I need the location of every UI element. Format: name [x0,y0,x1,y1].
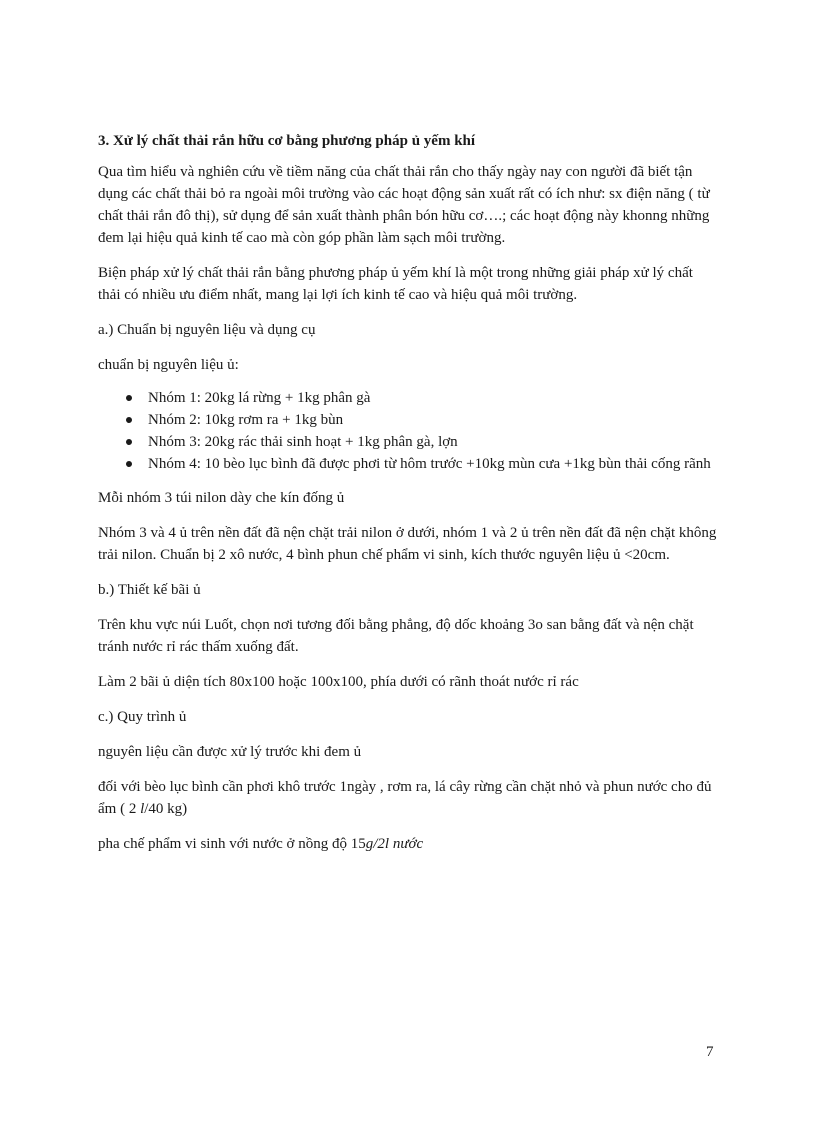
intro-paragraph: Qua tìm hiểu và nghiên cứu về tiềm năng của chất thải rắn cho thấy ngày nay con người đã biết tận dụng các chất thải bỏ ra ngoài môi trường vào các hoạt động sản xuất rất có ích như: sx điện năng ( từ chất thải rắn đô thị), sử dụng để sản xuất thành phân bón hữu cơ….; các hoạt động này khonng những đem lại hiệu quả kinh tế cao mà còn góp phần làm sạch môi trường. [98,164,710,246]
page-number: 7 [706,1044,714,1060]
prep-label: chuẩn bị nguyên liệu ủ: [98,357,239,373]
drying-text: đối với bèo lục bình cần phơi khô trước 1ngày , rơm ra, lá cây rừng cần chặt nhỏ và phun nước cho đủ ẩm ( 2 [98,779,712,817]
list-item: Nhóm 4: 10 bèo lục bình đã được phơi từ hôm trước +10kg mùn cưa +1kg bùn thải cống rãnh [148,453,718,475]
page-content [98,130,718,868]
mix-paragraph [98,833,718,855]
method-paragraph: Biện pháp xử lý chất thải rắn bằng phương pháp ủ yếm khí là một trong những giải pháp xử lý chất thải có nhiều ưu điểm nhất, mang lại lợi ích kinh tế cao và hiệu quả môi trường. [98,265,693,303]
bags-text: Mỗi nhóm 3 túi nilon dày che kín đống ủ [98,490,345,506]
area-text: Làm 2 bãi ủ diện tích 80x100 hoặc 100x100, phía dưới có rãnh thoát nước rỉ rác [98,674,579,690]
mix-concentration: g/2l nước [365,836,424,852]
list-item: Nhóm 3: 20kg rác thải sinh hoạt + 1kg phân gà, lợn [148,431,718,453]
group-list [98,387,718,475]
mix-text: pha chế phẩm vi sinh với nước ở nồng độ 15 [98,836,366,852]
section-heading: 3. Xử lý chất thải rắn hữu cơ bằng phương pháp ủ yếm khí [98,133,476,149]
site-paragraph: Trên khu vực núi Luốt, chọn nơi tương đối bằng phẳng, độ dốc khoảng 3o san bằng đất và nện chặt tránh nước rỉ rác thấm xuống đất. [98,617,694,655]
list-item: Nhóm 1: 20kg lá rừng + 1kg phân gà [148,387,718,409]
list-item: Nhóm 2: 10kg rơm ra + 1kg bùn [148,409,718,431]
ground-paragraph: Nhóm 3 và 4 ủ trên nền đất đã nện chặt trải nilon ở dưới, nhóm 1 và 2 ủ trên nền đất đã nện chặt không trải nilon. Chuẩn bị 2 xô nước, 4 bình phun chế phẩm vi sinh, kích thước nguyên liệu ủ <20cm. [98,525,717,563]
pretreat-text: nguyên liệu cần được xử lý trước khi đem ủ [98,744,362,760]
section-c-title: c.) Quy trình ủ [98,709,187,725]
section-a-title: a.) Chuẩn bị nguyên liệu và dụng cụ [98,322,316,338]
drying-paragraph [98,776,718,820]
section-b-title: b.) Thiết kế bãi ủ [98,582,201,598]
drying-rate: /40 kg) [144,801,188,817]
drying-unit: l [140,801,145,817]
